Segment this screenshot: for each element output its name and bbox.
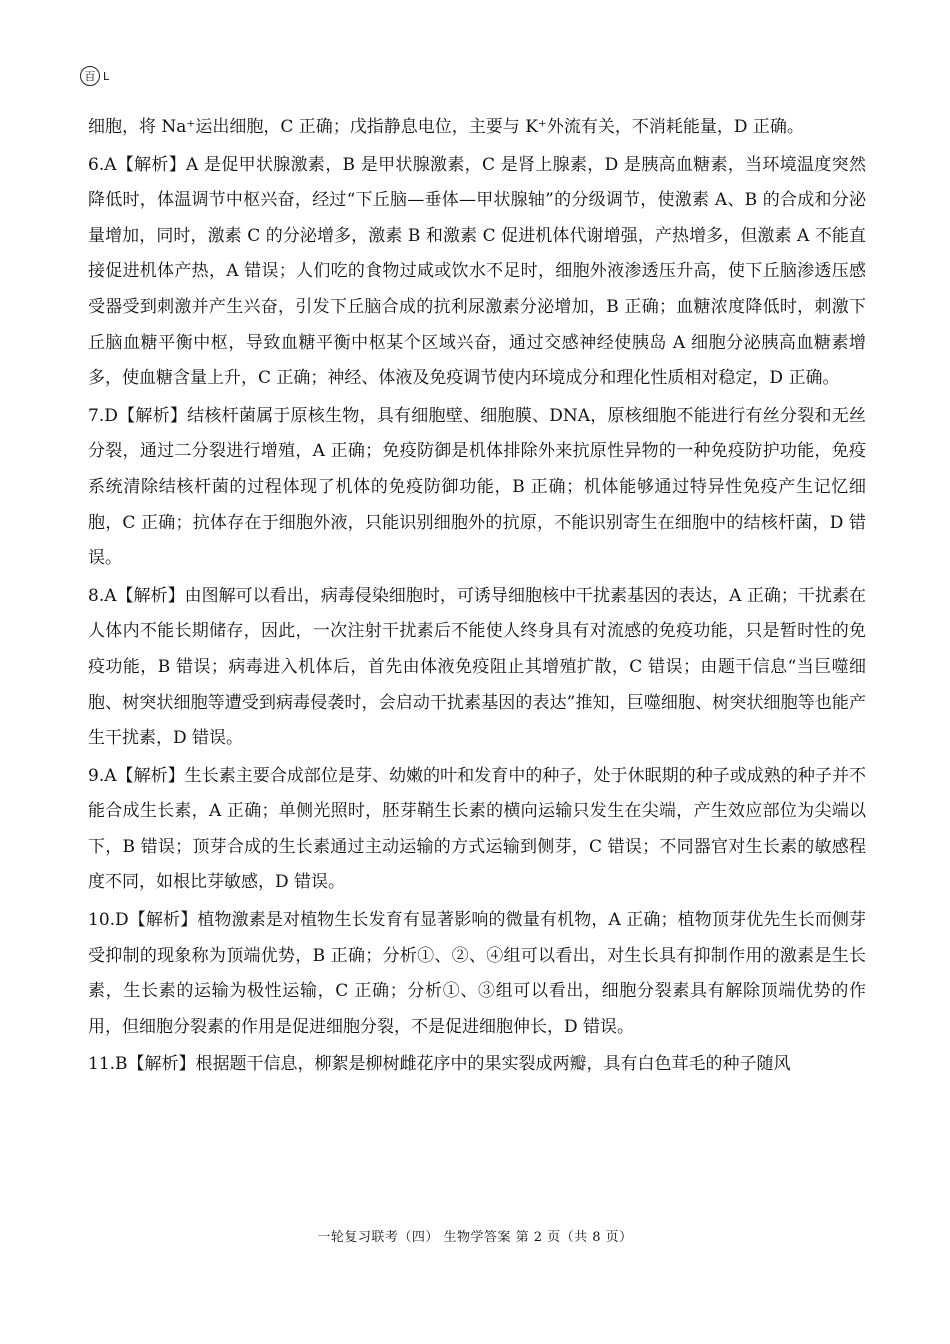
logo-circle-icon: 百 (80, 66, 100, 86)
paragraph-answer-11: 11.B【解析】根据题干信息，柳絮是柳树雌花序中的果实裂成两瓣，具有白色茸毛的种子随风 (88, 1054, 791, 1075)
answer-text-body (88, 110, 866, 1083)
paragraph-answer-7: 7.D【解析】结核杆菌属于原核生物，具有细胞壁、细胞膜、DNA，原核细胞不能进行有丝分裂和无丝分裂，通过二分裂进行增殖，A 正确；免疫防御是机体排除外来抗原性异物的一种免疫防护功能，免疫系统清除结核杆菌的过程体现了机体的免疫防御功能，B 正确；机体能够通过特异性免疫产生记忆细胞，C 正确；抗体存在于细胞外液，只能识别细胞外的抗原，不能识别寄生在细胞中的结核杆菌，D 错误。 (88, 405, 866, 569)
paragraph-answer-6: 6.A【解析】A 是促甲状腺激素，B 是甲状腺激素，C 是肾上腺素，D 是胰高血糖素，当环境温度突然降低时，体温调节中枢兴奋，经过“下丘脑—垂体—甲状腺轴”的分级调节，使激素 A、B 的合成和分泌量增加，同时，激素 C 的分泌增多，激素 B 和激素 C 促进机体代谢增强，产热增多，但激素 A 不能直接促进机体产热，A 错误；人们吃的食物过咸或饮水不足时，细胞外液渗透压升高，使下丘脑渗透压感受器受到刺激并产生兴奋，引发下丘脑合成的抗利尿激素分泌增加，B 正确；血糖浓度降低时，刺激下丘脑血糖平衡中枢，导致血糖平衡中枢某个区域兴奋，通过交感神经使胰岛 A 细胞分泌胰高血糖素增多，使血糖含量上升，C 正确；神经、体液及免疫调节使内环境成分和理化性质相对稳定，D 正确。 (88, 154, 866, 389)
paragraph-answer-9: 9.A【解析】生长素主要合成部位是芽、幼嫩的叶和发育中的种子，处于休眠期的种子或成熟的种子并不能合成生长素，A 正确；单侧光照时，胚芽鞘生长素的横向运输只发生在尖端，产生效应部位为尖端以下，B 错误；顶芽合成的生长素通过主动运输的方式运输到侧芽，C 错误；不同器官对生长素的敏感程度不同，如根比芽敏感，D 错误。 (88, 765, 866, 893)
paragraph-answer-10: 10.D【解析】植物激素是对植物生长发育有显著影响的微量有机物，A 正确；植物顶芽优先生长而侧芽受抑制的现象称为顶端优势，B 正确；分析①、②、④组可以看出，对生长具有抑制作用的激素是生长素，生长素的运输为极性运输，C 正确；分析①、③组可以看出，细胞分裂素具有解除顶端优势的作用，但细胞分裂素的作用是促进细胞分裂，不是促进细胞伸长，D 错误。 (88, 910, 866, 1037)
paragraph-continuation: 细胞，将 Na⁺运出细胞，C 正确；戊指静息电位，主要与 K⁺外流有关，不消耗能量，D 正确。 (88, 117, 804, 137)
page-footer: 一轮复习联考（四） 生物学答案 第 2 页（共 8 页） (317, 1230, 633, 1245)
logo-letter: L (103, 69, 110, 83)
logo (80, 66, 109, 86)
paragraph-answer-8: 8.A【解析】由图解可以看出，病毒侵染细胞时，可诱导细胞核中干扰素基因的表达，A 正确；干扰素在人体内不能长期储存，因此，一次注射干扰素后不能使人终身具有对流感的免疫功能，只是暂时性的免疫功能，B 错误；病毒进入机体后，首先由体液免疫阻止其增殖扩散，C 错误；由题干信息“当巨噬细胞、树突状细胞等遭受到病毒侵袭时，会启动干扰素基因的表达”推知，巨噬细胞、树突状细胞等也能产生干扰素，D 错误。 (88, 585, 866, 749)
